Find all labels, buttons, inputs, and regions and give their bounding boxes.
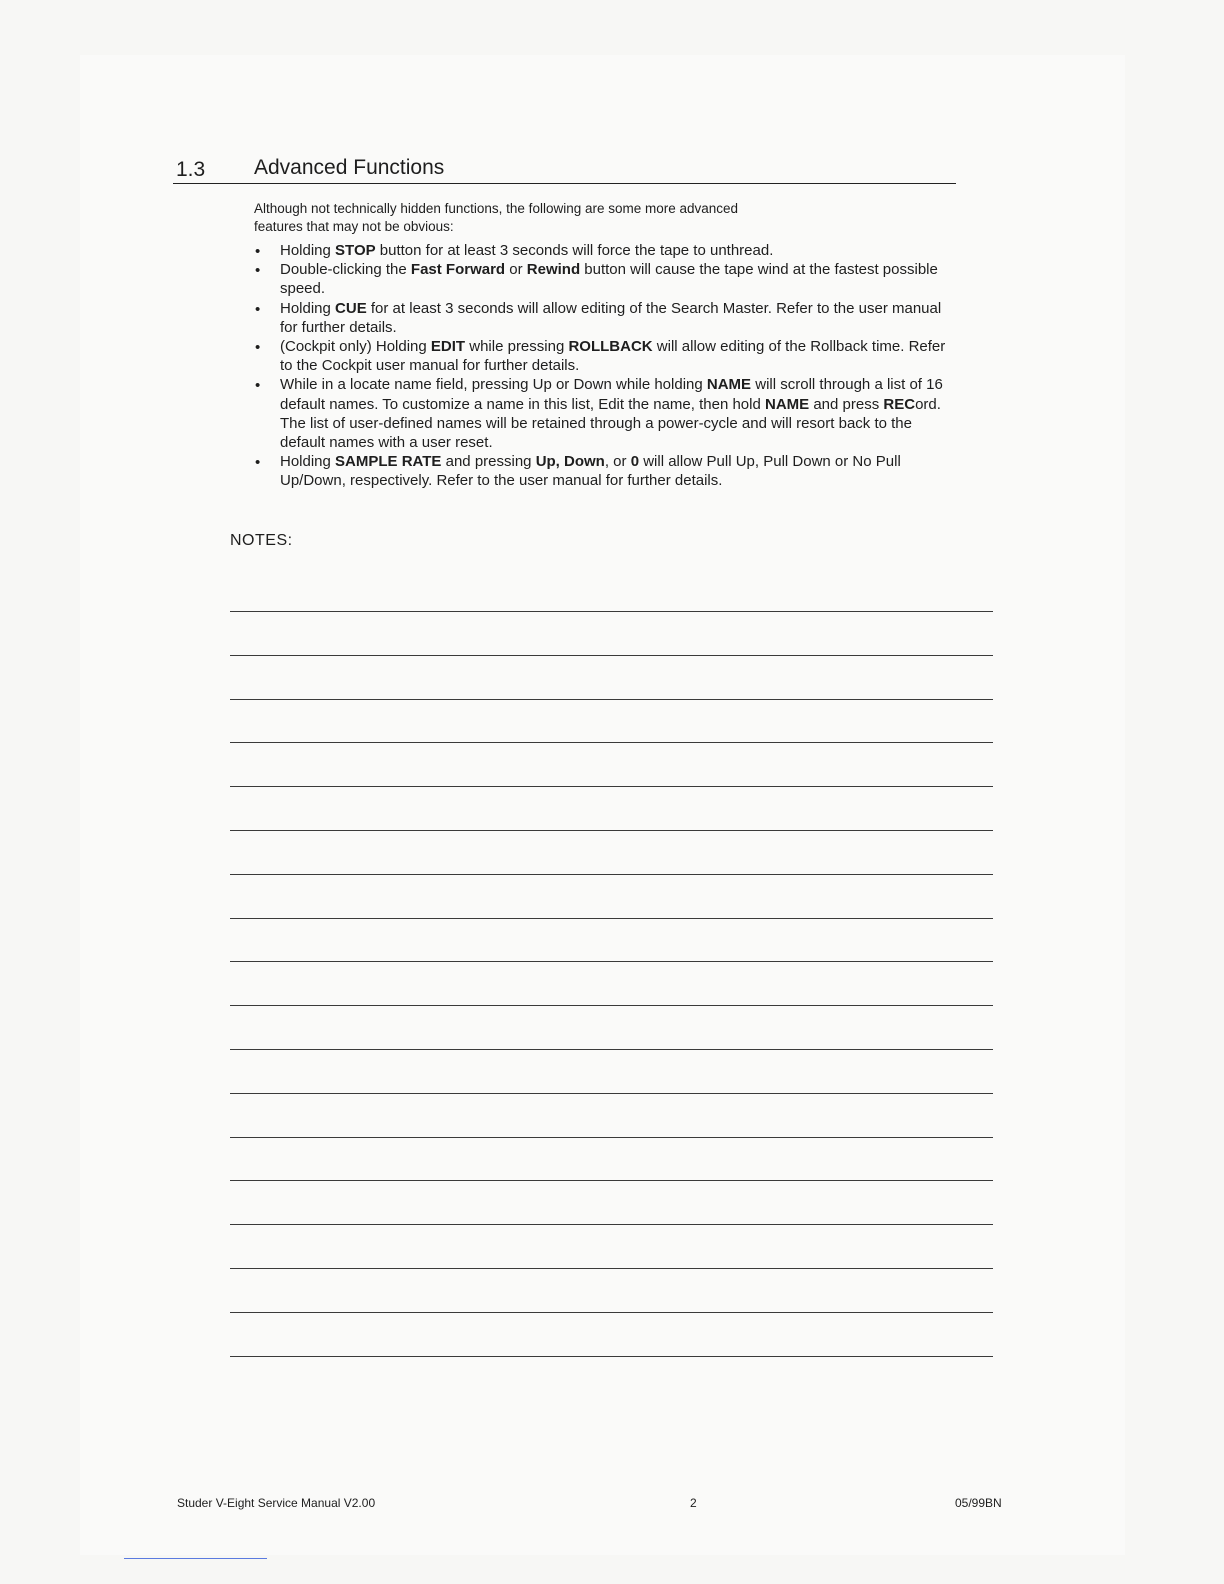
note-line (230, 1005, 993, 1006)
feature-text: While in a locate name field, pressing Up or Down while holding (280, 376, 707, 394)
feature-item (254, 337, 959, 375)
scan-artifact-line (124, 1558, 267, 1559)
key-name: NAME (765, 395, 810, 413)
feature-text: and pressing (441, 453, 536, 471)
intro-line: Although not technically hidden functions, the following are some more advanced (254, 201, 739, 216)
key-name: 0 (630, 453, 640, 471)
feature-text: , or (604, 453, 631, 471)
feature-item (254, 452, 959, 490)
feature-text: (Cockpit only) Holding (280, 338, 431, 356)
note-line (230, 742, 993, 743)
feature-item (254, 260, 959, 298)
key-name: Fast Forward (410, 261, 506, 279)
key-name: CUE (335, 299, 367, 317)
note-line (230, 1268, 993, 1269)
note-line (230, 611, 993, 612)
feature-item (254, 375, 959, 452)
feature-text: will scroll through a list of 16 default names. To customize a name in this list, Edit the name, then hold (280, 376, 943, 413)
note-line (230, 918, 993, 919)
key-name: NAME (706, 376, 752, 394)
note-line (230, 1356, 993, 1357)
feature-text: while pressing (465, 338, 569, 356)
key-name: Up, Down (535, 453, 605, 471)
feature-text: or (505, 261, 527, 279)
note-line (230, 655, 993, 656)
section-title: Advanced Functions (254, 156, 445, 179)
feature-text: Holding (280, 299, 336, 317)
note-line (230, 874, 993, 875)
feature-text: will allow Pull Up, Pull Down or No Pull Up/Down, respectively. Refer to the user manual for further details. (280, 453, 901, 490)
key-name: REC (883, 395, 916, 413)
note-line (230, 1049, 993, 1050)
key-name: Rewind (526, 261, 581, 279)
footer-page-number: 2 (690, 1496, 697, 1510)
note-line (230, 830, 993, 831)
feature-text: will allow editing of the Rollback time. Refer to the Cockpit user manual for further details. (280, 338, 946, 375)
feature-item (254, 241, 959, 260)
feature-text: Holding (280, 453, 336, 471)
feature-text: button will cause the tape wind at the fastest possible speed. (280, 261, 938, 298)
note-line (230, 1093, 993, 1094)
note-line (230, 961, 993, 962)
note-line (230, 1180, 993, 1181)
key-name: STOP (335, 242, 376, 259)
section-heading (173, 155, 956, 184)
notes-label: NOTES: (230, 532, 293, 549)
footer-manual-title: Studer V-Eight Service Manual V2.00 (177, 1496, 376, 1510)
note-line (230, 1312, 993, 1313)
footer-date-code: 05/99BN (955, 1496, 1002, 1510)
key-name: ROLLBACK (568, 338, 653, 356)
feature-text: for at least 3 seconds will allow editing of the Search Master. Refer to the user manual for further details. (280, 299, 942, 336)
key-name: SAMPLE RATE (335, 453, 442, 471)
feature-text: button for at least 3 seconds will force the tape to unthread. (375, 242, 774, 259)
feature-item (254, 299, 959, 337)
note-line (230, 786, 993, 787)
feature-text: Double-clicking the (280, 261, 411, 279)
note-line (230, 1224, 993, 1225)
feature-list (254, 241, 959, 491)
note-line (230, 699, 993, 700)
key-name: EDIT (430, 338, 466, 356)
intro-line: features that may not be obvious: (254, 219, 454, 234)
feature-text: and press (809, 395, 884, 413)
note-line (230, 1137, 993, 1138)
feature-text: Holding (280, 242, 336, 259)
feature-text: ord. The list of user-defined names will be retained through a power-cycle and will resort back to the default names with a user reset. (280, 395, 941, 452)
section-number: 1.3 (176, 158, 206, 181)
intro-paragraph (254, 200, 814, 236)
